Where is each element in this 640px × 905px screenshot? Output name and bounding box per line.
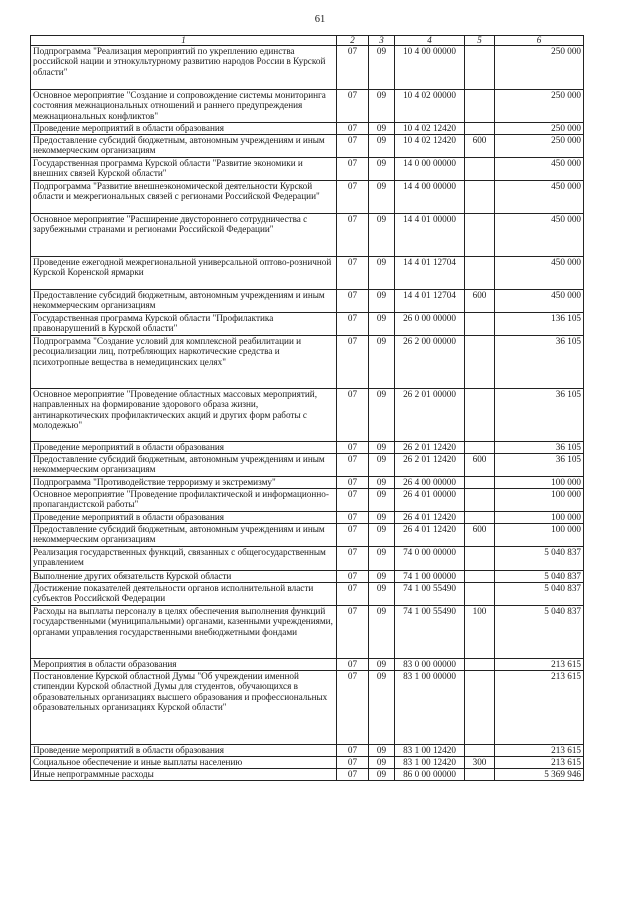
cell-amount: 5 040 837: [495, 606, 584, 659]
cell-subsection: 09: [369, 524, 395, 547]
cell-amount: 450 000: [495, 214, 584, 257]
table-row: [31, 524, 584, 547]
table-row: [31, 389, 584, 442]
cell-subsection: 09: [369, 512, 395, 524]
cell-subsection: 09: [369, 769, 395, 781]
cell-section: 07: [337, 454, 369, 477]
cell-amount: 36 105: [495, 336, 584, 389]
cell-expense-type: [465, 123, 495, 135]
cell-subsection: 09: [369, 336, 395, 389]
cell-subsection: 09: [369, 90, 395, 123]
cell-target-article: 14 4 01 12704: [395, 257, 465, 290]
cell-section: 07: [337, 571, 369, 583]
cell-section: 07: [337, 524, 369, 547]
cell-amount: 450 000: [495, 158, 584, 181]
table-row: [31, 757, 584, 769]
table-body: [31, 46, 584, 781]
cell-subsection: 09: [369, 671, 395, 745]
table-row: [31, 290, 584, 313]
cell-expense-type: 600: [465, 135, 495, 158]
cell-name: Социальное обеспечение и иные выплаты населению: [31, 757, 337, 769]
cell-subsection: 09: [369, 583, 395, 606]
table-row: [31, 90, 584, 123]
cell-amount: 36 105: [495, 389, 584, 442]
cell-expense-type: [465, 158, 495, 181]
cell-expense-type: [465, 336, 495, 389]
table-row: [31, 158, 584, 181]
cell-section: 07: [337, 606, 369, 659]
cell-expense-type: 300: [465, 757, 495, 769]
cell-expense-type: [465, 512, 495, 524]
cell-target-article: 14 4 01 12704: [395, 290, 465, 313]
cell-expense-type: [465, 571, 495, 583]
cell-expense-type: [465, 257, 495, 290]
cell-name: Подпрограмма "Развитие внешнеэкономической деятельности Курской области и межрегиональных связей с регионами Российской Федерации": [31, 181, 337, 214]
cell-name: Проведение ежегодной межрегиональной универсальной оптово-розничной Курской Коренской ярмарки: [31, 257, 337, 290]
cell-expense-type: [465, 769, 495, 781]
cell-name: Предоставление субсидий бюджетным, автономным учреждениям и иным некоммерческим организациям: [31, 290, 337, 313]
cell-subsection: 09: [369, 454, 395, 477]
cell-amount: 450 000: [495, 181, 584, 214]
table-row: [31, 313, 584, 336]
table-header-row: [31, 36, 584, 46]
cell-expense-type: [465, 671, 495, 745]
cell-section: 07: [337, 442, 369, 454]
cell-target-article: 10 4 00 00000: [395, 46, 465, 90]
cell-name: Предоставление субсидий бюджетным, автономным учреждениям и иным некоммерческим организациям: [31, 135, 337, 158]
cell-target-article: 74 0 00 00000: [395, 547, 465, 571]
table-row: [31, 214, 584, 257]
cell-section: 07: [337, 547, 369, 571]
cell-section: 07: [337, 757, 369, 769]
cell-section: 07: [337, 290, 369, 313]
cell-name: Проведение мероприятий в области образования: [31, 123, 337, 135]
cell-section: 07: [337, 46, 369, 90]
table-row: [31, 442, 584, 454]
table-row: [31, 257, 584, 290]
cell-section: 07: [337, 181, 369, 214]
table-row: [31, 123, 584, 135]
cell-section: 07: [337, 583, 369, 606]
cell-section: 07: [337, 313, 369, 336]
page-number: 61: [314, 14, 326, 25]
cell-target-article: 26 2 01 12420: [395, 442, 465, 454]
cell-target-article: 10 4 02 12420: [395, 123, 465, 135]
cell-amount: 250 000: [495, 135, 584, 158]
cell-subsection: 09: [369, 442, 395, 454]
cell-target-article: 74 1 00 55490: [395, 583, 465, 606]
cell-amount: 213 615: [495, 757, 584, 769]
cell-amount: 5 040 837: [495, 571, 584, 583]
table-row: [31, 769, 584, 781]
cell-amount: 450 000: [495, 257, 584, 290]
cell-subsection: 09: [369, 547, 395, 571]
cell-subsection: 09: [369, 290, 395, 313]
cell-section: 07: [337, 158, 369, 181]
cell-target-article: 26 2 01 00000: [395, 389, 465, 442]
table-row: [31, 606, 584, 659]
cell-name: Проведение мероприятий в области образования: [31, 512, 337, 524]
column-header: 6: [495, 36, 584, 46]
cell-subsection: 09: [369, 477, 395, 489]
cell-section: 07: [337, 90, 369, 123]
cell-amount: 5 369 946: [495, 769, 584, 781]
cell-amount: 213 615: [495, 671, 584, 745]
cell-expense-type: [465, 442, 495, 454]
cell-name: Мероприятия в области образования: [31, 659, 337, 671]
cell-subsection: 09: [369, 46, 395, 90]
cell-amount: 450 000: [495, 290, 584, 313]
cell-subsection: 09: [369, 257, 395, 290]
cell-expense-type: [465, 46, 495, 90]
cell-subsection: 09: [369, 606, 395, 659]
cell-amount: 5 040 837: [495, 547, 584, 571]
cell-expense-type: [465, 489, 495, 512]
cell-target-article: 26 2 00 00000: [395, 336, 465, 389]
cell-target-article: 26 4 01 12420: [395, 512, 465, 524]
cell-amount: 100 000: [495, 489, 584, 512]
cell-amount: 136 105: [495, 313, 584, 336]
column-header: 2: [337, 36, 369, 46]
cell-amount: 100 000: [495, 512, 584, 524]
table-row: [31, 583, 584, 606]
cell-target-article: 26 0 00 00000: [395, 313, 465, 336]
cell-section: 07: [337, 477, 369, 489]
cell-amount: 250 000: [495, 123, 584, 135]
cell-target-article: 14 4 00 00000: [395, 181, 465, 214]
cell-name: Достижение показателей деятельности органов исполнительной власти субъектов Российской Федерации: [31, 583, 337, 606]
cell-name: Подпрограмма "Противодействие терроризму и экстремизму": [31, 477, 337, 489]
table-row: [31, 181, 584, 214]
table-row: [31, 547, 584, 571]
cell-subsection: 09: [369, 181, 395, 214]
cell-section: 07: [337, 135, 369, 158]
cell-target-article: 86 0 00 00000: [395, 769, 465, 781]
cell-expense-type: [465, 477, 495, 489]
cell-expense-type: 600: [465, 454, 495, 477]
cell-subsection: 09: [369, 135, 395, 158]
cell-name: Основное мероприятие "Проведение областных массовых мероприятий, направленных на формирование здорового образа жизни, антинаркотических профилактических акций и других форм работы с молодежью": [31, 389, 337, 442]
cell-target-article: 10 4 02 00000: [395, 90, 465, 123]
cell-subsection: 09: [369, 123, 395, 135]
cell-name: Реализация государственных функций, связанных с общегосударственным управлением: [31, 547, 337, 571]
column-header: 1: [31, 36, 337, 46]
cell-expense-type: [465, 181, 495, 214]
cell-expense-type: [465, 313, 495, 336]
cell-subsection: 09: [369, 745, 395, 757]
cell-target-article: 74 1 00 55490: [395, 606, 465, 659]
cell-subsection: 09: [369, 389, 395, 442]
column-header: 3: [369, 36, 395, 46]
cell-subsection: 09: [369, 659, 395, 671]
cell-amount: 100 000: [495, 477, 584, 489]
cell-expense-type: [465, 583, 495, 606]
cell-section: 07: [337, 769, 369, 781]
cell-expense-type: 600: [465, 290, 495, 313]
cell-expense-type: [465, 90, 495, 123]
cell-name: Государственная программа Курской области "Профилактика правонарушений в Курской области": [31, 313, 337, 336]
cell-name: Основное мероприятие "Расширение двустороннего сотрудничества с зарубежными странами и регионами Российской Федерации": [31, 214, 337, 257]
cell-name: Расходы на выплаты персоналу в целях обеспечения выполнения функций государственными (муниципальными) органами, казенными учреждениями, органами управления государственными внебюджетными фондами: [31, 606, 337, 659]
cell-name: Постановление Курской областной Думы "Об учреждении именной стипендии Курской областной Думы для студентов, обучающихся в образовательных организациях высшего образования и профессиональных образовательных организациях Курской области": [31, 671, 337, 745]
cell-name: Выполнение других обязательств Курской области: [31, 571, 337, 583]
column-header: 4: [395, 36, 465, 46]
cell-name: Государственная программа Курской области "Развитие экономики и внешних связей Курской области": [31, 158, 337, 181]
cell-subsection: 09: [369, 571, 395, 583]
cell-amount: 213 615: [495, 659, 584, 671]
cell-target-article: 14 0 00 00000: [395, 158, 465, 181]
cell-subsection: 09: [369, 757, 395, 769]
cell-subsection: 09: [369, 158, 395, 181]
cell-amount: 36 105: [495, 454, 584, 477]
cell-name: Проведение мероприятий в области образования: [31, 442, 337, 454]
cell-section: 07: [337, 257, 369, 290]
cell-expense-type: 600: [465, 524, 495, 547]
cell-amount: 5 040 837: [495, 583, 584, 606]
cell-subsection: 09: [369, 214, 395, 257]
cell-name: Подпрограмма "Реализация мероприятий по укреплению единства российской нации и этнокультурному развитию народов России в Курской области": [31, 46, 337, 90]
cell-amount: 36 105: [495, 442, 584, 454]
cell-section: 07: [337, 671, 369, 745]
cell-amount: 100 000: [495, 524, 584, 547]
cell-name: Проведение мероприятий в области образования: [31, 745, 337, 757]
cell-expense-type: [465, 214, 495, 257]
budget-table: [30, 35, 584, 781]
table-row: [31, 135, 584, 158]
cell-name: Предоставление субсидий бюджетным, автономным учреждениям и иным некоммерческим организациям: [31, 454, 337, 477]
cell-target-article: 83 1 00 12420: [395, 745, 465, 757]
cell-target-article: 26 4 01 00000: [395, 489, 465, 512]
cell-section: 07: [337, 214, 369, 257]
cell-name: Иные непрограммные расходы: [31, 769, 337, 781]
table-row: [31, 489, 584, 512]
cell-amount: 250 000: [495, 90, 584, 123]
cell-target-article: 83 1 00 00000: [395, 671, 465, 745]
table-row: [31, 336, 584, 389]
cell-section: 07: [337, 123, 369, 135]
cell-name: Основное мероприятие "Создание и сопровождение системы мониторинга состояния межнациональных отношений и раннего предупреждения межнациональных конфликтов": [31, 90, 337, 123]
cell-section: 07: [337, 389, 369, 442]
cell-target-article: 26 2 01 12420: [395, 454, 465, 477]
cell-section: 07: [337, 512, 369, 524]
cell-name: Основное мероприятие "Проведение профилактической и информационно-пропагандистской работы": [31, 489, 337, 512]
cell-amount: 213 615: [495, 745, 584, 757]
cell-section: 07: [337, 745, 369, 757]
cell-subsection: 09: [369, 489, 395, 512]
table-row: [31, 745, 584, 757]
cell-target-article: 83 1 00 12420: [395, 757, 465, 769]
cell-expense-type: 100: [465, 606, 495, 659]
cell-target-article: 83 0 00 00000: [395, 659, 465, 671]
cell-target-article: 26 4 01 12420: [395, 524, 465, 547]
cell-expense-type: [465, 389, 495, 442]
cell-target-article: 10 4 02 12420: [395, 135, 465, 158]
table-row: [31, 454, 584, 477]
cell-expense-type: [465, 659, 495, 671]
table-row: [31, 571, 584, 583]
cell-expense-type: [465, 745, 495, 757]
table-row: [31, 659, 584, 671]
cell-target-article: 14 4 01 00000: [395, 214, 465, 257]
cell-section: 07: [337, 336, 369, 389]
table-row: [31, 671, 584, 745]
column-header: 5: [465, 36, 495, 46]
cell-name: Подпрограмма "Создание условий для комплексной реабилитации и ресоциализации лиц, потребляющих наркотические средства и психотропные вещества в немедицинских целях": [31, 336, 337, 389]
cell-section: 07: [337, 489, 369, 512]
table-row: [31, 477, 584, 489]
cell-target-article: 74 1 00 00000: [395, 571, 465, 583]
cell-target-article: 26 4 00 00000: [395, 477, 465, 489]
cell-section: 07: [337, 659, 369, 671]
cell-subsection: 09: [369, 313, 395, 336]
table-row: [31, 512, 584, 524]
cell-amount: 250 000: [495, 46, 584, 90]
table-row: [31, 46, 584, 90]
cell-name: Предоставление субсидий бюджетным, автономным учреждениям и иным некоммерческим организациям: [31, 524, 337, 547]
cell-expense-type: [465, 547, 495, 571]
